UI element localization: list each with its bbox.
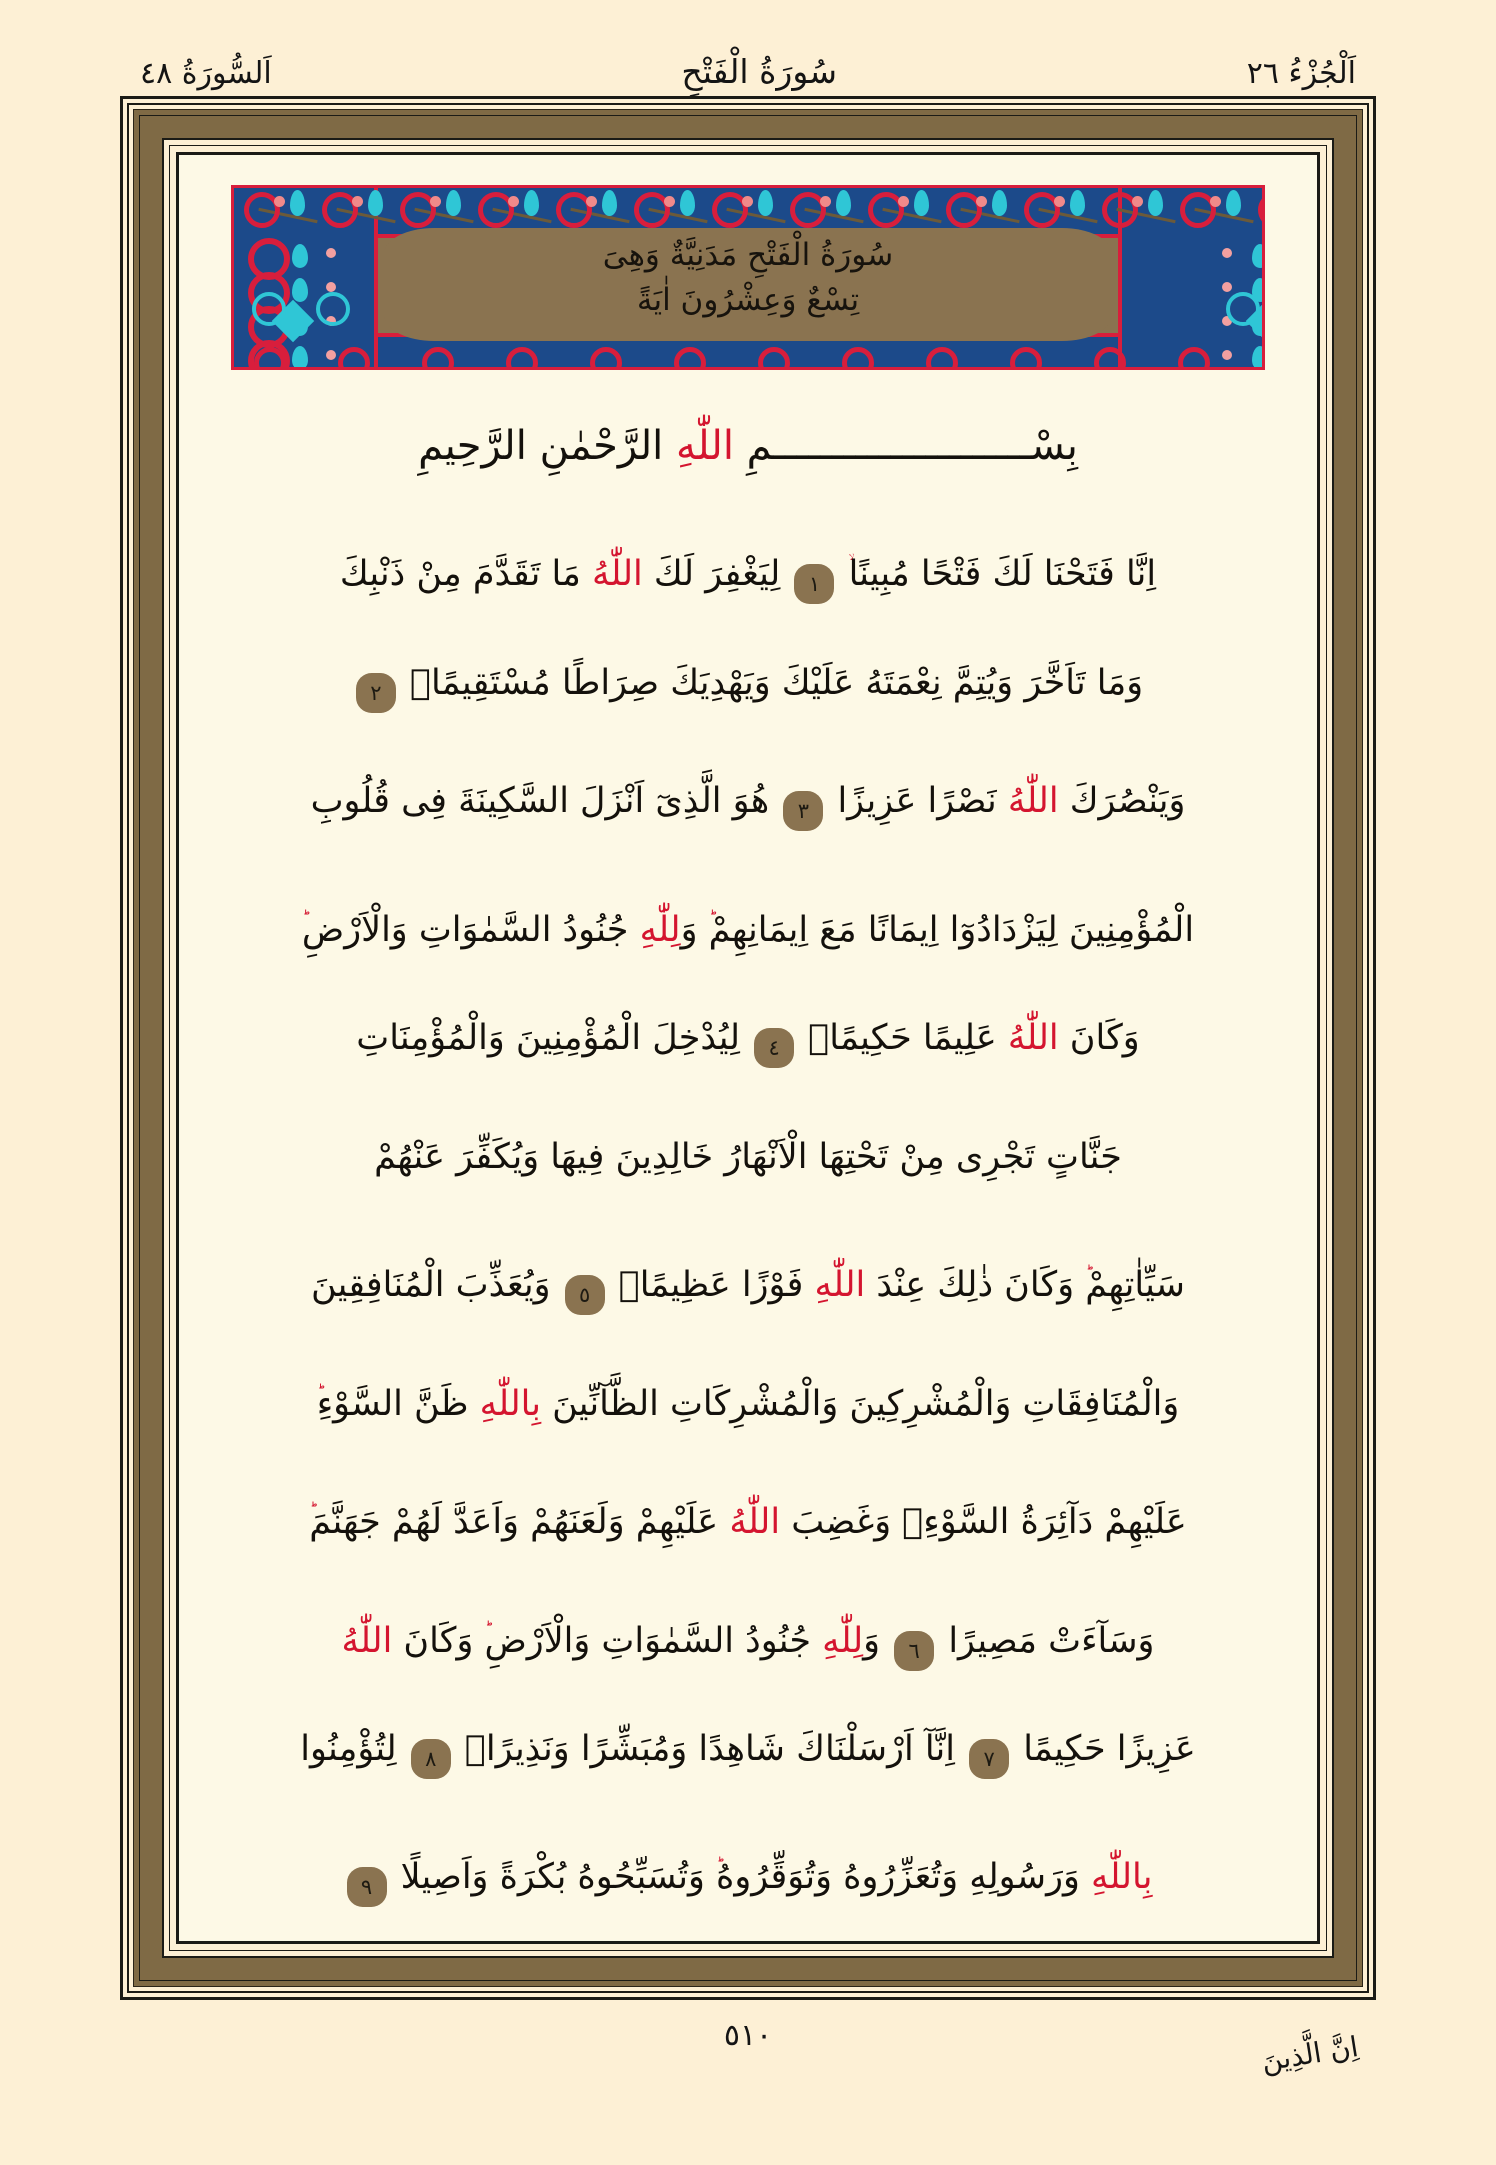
quran-line: سَيِّاٰتِهِمْ وَكَانَ ذٰلِكَ عِنْدَ اللّٰهِ فَوْزًا عَظِيمًاۙ ٥ وَيُعَذِّبَ الْمُنَافِقِينَ — [201, 1216, 1295, 1334]
surah-panel-line-2: تِسْعٌ وَعِشْرُونَ اٰيَةً — [636, 281, 860, 318]
running-head-juz: اَلْجُزْءُ ٢٦ — [1246, 55, 1356, 91]
running-head-surah-number: اَلسُّورَةُ ٤٨ — [140, 55, 272, 91]
catchword: اِنَّ الَّذِينَ — [1258, 2030, 1361, 2078]
running-head — [140, 34, 1356, 92]
quran-line: بِاللّٰهِ وَرَسُولِهِ وَتُعَزِّرُوهُ وَتُوَقِّرُوهُ وَتُسَبِّحُوهُ بُكْرَةً وَاَصِيلًا ٩ — [201, 1808, 1295, 1926]
quran-line: اِنَّا فَتَحْنَا لَكَ فَتْحًا مُبِينًا ١ لِيَغْفِرَ لَكَ اللّٰهُ مَا تَقَدَّمَ مِنْ ذَنْبِكَ — [201, 505, 1295, 623]
quran-line: بِسْــــــــــــــــــــــمِ اللّٰهِ الرَّحْمٰنِ الرَّحِيمِ — [418, 423, 1078, 469]
surah-title-text — [234, 188, 1262, 367]
ornament-motif — [1262, 347, 1265, 370]
surah-header-panel — [231, 185, 1265, 370]
page-frame — [120, 96, 1376, 2000]
surah-panel-line-1: سُورَةُ الْفَتْحِ مَدَنِيَّةٌ وَهِىَ — [602, 237, 894, 274]
quran-line: وَكَانَ اللّٰهُ عَلِيمًا حَكِيمًاۙ ٤ لِيُدْخِلَ الْمُؤْمِنِينَ وَالْمُؤْمِنَاتِ — [201, 979, 1295, 1097]
frame-band — [133, 109, 1363, 1987]
quran-line: وَالْمُنَافِقَاتِ وَالْمُشْرِكِينَ وَالْمُشْرِكَاتِ الظَّآنِّينَ بِاللّٰهِ ظَنَّ السَّوْءِ — [316, 1383, 1180, 1424]
quran-line: عَلَيْهِمْ دَآئِرَةُ السَّوْءِۚ وَغَضِبَ اللّٰهُ عَلَيْهِمْ وَلَعَنَهُمْ وَاَعَدَّ لَهُمْ جَهَنَّمَ — [309, 1502, 1187, 1543]
page-number: ٥١٠ — [723, 2018, 773, 2053]
quran-line: عَزِيزًا حَكِيمًا ٧ اِنَّآ اَرْسَلْنَاكَ شَاهِدًا وَمُبَشِّرًا وَنَذِيرًاۙ ٨ لِتُؤْمِنُوا — [201, 1690, 1295, 1808]
frame-inner-panel — [162, 138, 1334, 1958]
quran-line: جَنَّاتٍ تَجْرِى مِنْ تَحْتِهَا الْاَنْهَارُ خَالِدِينَ فِيهَا وَيُكَفِّرَ عَنْهُمْ — [374, 1136, 1122, 1177]
quran-line: الْمُؤْمِنِينَ لِيَزْدَادُوٓا اِيمَانًا مَعَ اِيمَانِهِمْ وَلِلّٰهِ جُنُودُ السَّمٰوَاتِ وَالْاَرْضِ — [301, 909, 1195, 950]
quran-line: وَسَآءَتْ مَصِيرًا ٦ وَلِلّٰهِ جُنُودُ السَّمٰوَاتِ وَالْاَرْضِ وَكَانَ اللّٰهُ — [201, 1572, 1295, 1690]
quran-line: وَمَا تَاَخَّرَ وَيُتِمَّ نِعْمَتَهُ عَلَيْكَ وَيَهْدِيَكَ صِرَاطًا مُسْتَقِيمًاۙ ٢ — [201, 624, 1295, 742]
page-footer — [140, 2012, 1361, 2112]
quran-text-body — [201, 387, 1295, 1927]
running-head-surah-title: سُورَةُ الْفَتْحِ — [681, 51, 838, 91]
quran-line: وَيَنْصُرَكَ اللّٰهُ نَصْرًا عَزِيزًا ٣ هُوَ الَّذِىٓ اَنْزَلَ السَّكِينَةَ فِى قُلُوبِ — [201, 742, 1295, 860]
text-block-frame — [176, 152, 1320, 1944]
